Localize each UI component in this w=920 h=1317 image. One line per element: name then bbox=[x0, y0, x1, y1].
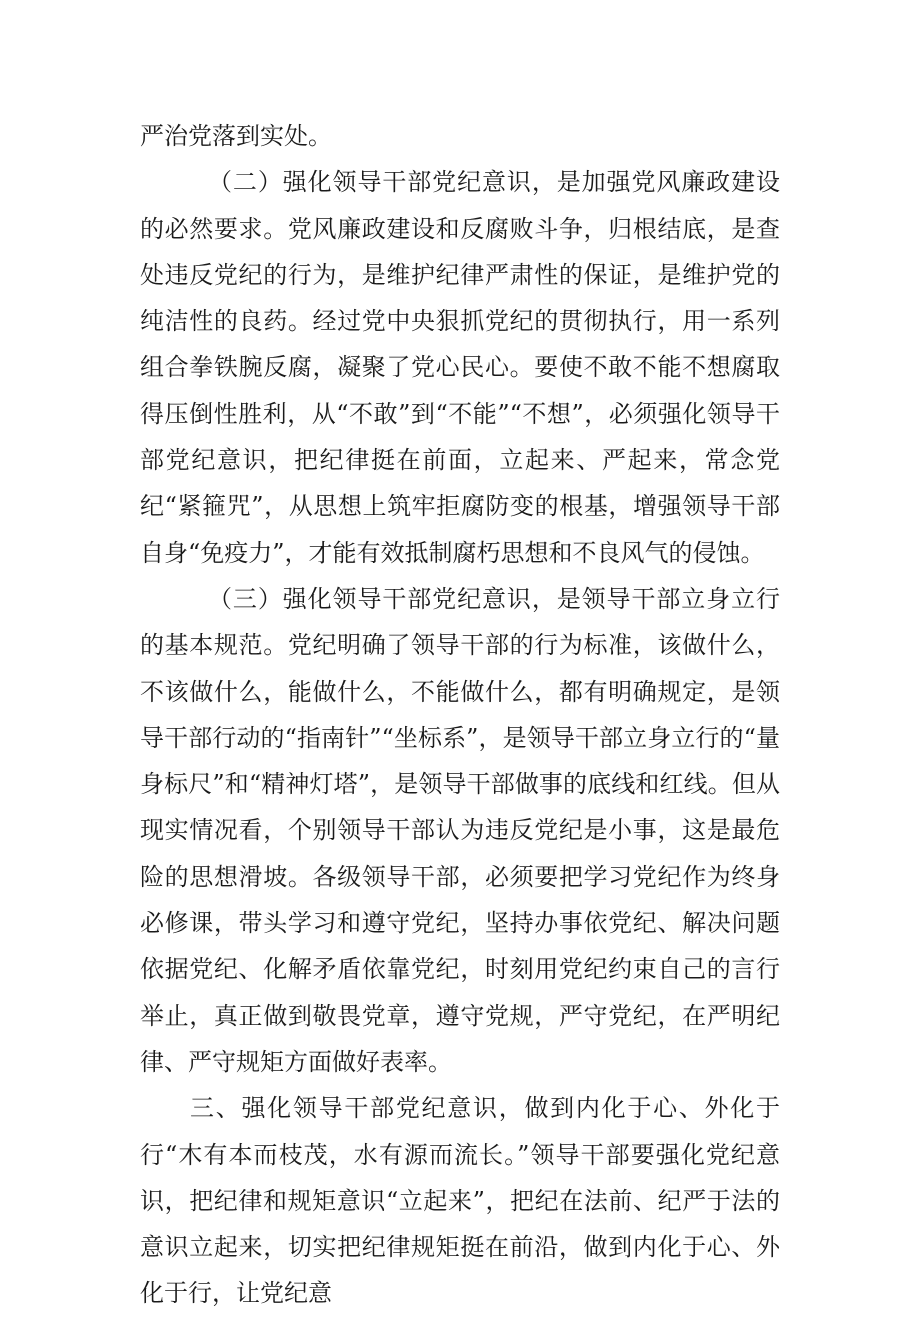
paragraph-heading-three: 三、强化领导干部党纪意识，做到内化于心、外化于行“木有本而枝茂，水有源而流长。”领导干部要强化党纪意识，把纪律和规矩意识“立起来”，把纪在法前、纪严于法的意识立起来，切实把纪律规矩挺在前沿，做到内化于心、外化于行，让党纪意 bbox=[140, 1094, 780, 1308]
document-body bbox=[140, 113, 780, 1317]
paragraph-continuation: 严治党落到实处。 bbox=[140, 122, 332, 150]
paragraph-section-2: （二）强化领导干部党纪意识，是加强党风廉政建设的必然要求。党风廉政建设和反腐败斗争，归根结底，是查处违反党纪的行为，是维护纪律严肃性的保证，是维护党的纯洁性的良药。经过党中央狠抓党纪的贯彻执行，用一系列组合拳铁腕反腐，凝聚了党心民心。要使不敢不能不想腐取得压倒性胜利，从“不敢”到“不能”“不想”，必须强化领导干部党纪意识，把纪律挺在前面，立起来、严起来，常念党纪“紧箍咒”，从思想上筑牢拒腐防变的根基，增强领导干部自身“免疫力”，才能有效抵制腐朽思想和不良风气的侵蚀。 bbox=[140, 168, 780, 567]
paragraph-section-3: （三）强化领导干部党纪意识，是领导干部立身立行的基本规范。党纪明确了领导干部的行为标准，该做什么，不该做什么，能做什么，不能做什么，都有明确规定，是领导干部行动的“指南针”“坐标系”，是领导干部立身立行的“量身标尺”和“精神灯塔”，是领导干部做事的底线和红线。但从现实情况看，个别领导干部认为违反党纪是小事，这是最危险的思想滑坡。各级领导干部，必须要把学习党纪作为终身必修课，带头学习和遵守党纪，坚持办事依党纪、解决问题依据党纪、化解矛盾依靠党纪，时刻用党纪约束自己的言行举止，真正做到敬畏党章，遵守党规，严守党纪，在严明纪律、严守规矩方面做好表率。 bbox=[140, 584, 780, 1076]
